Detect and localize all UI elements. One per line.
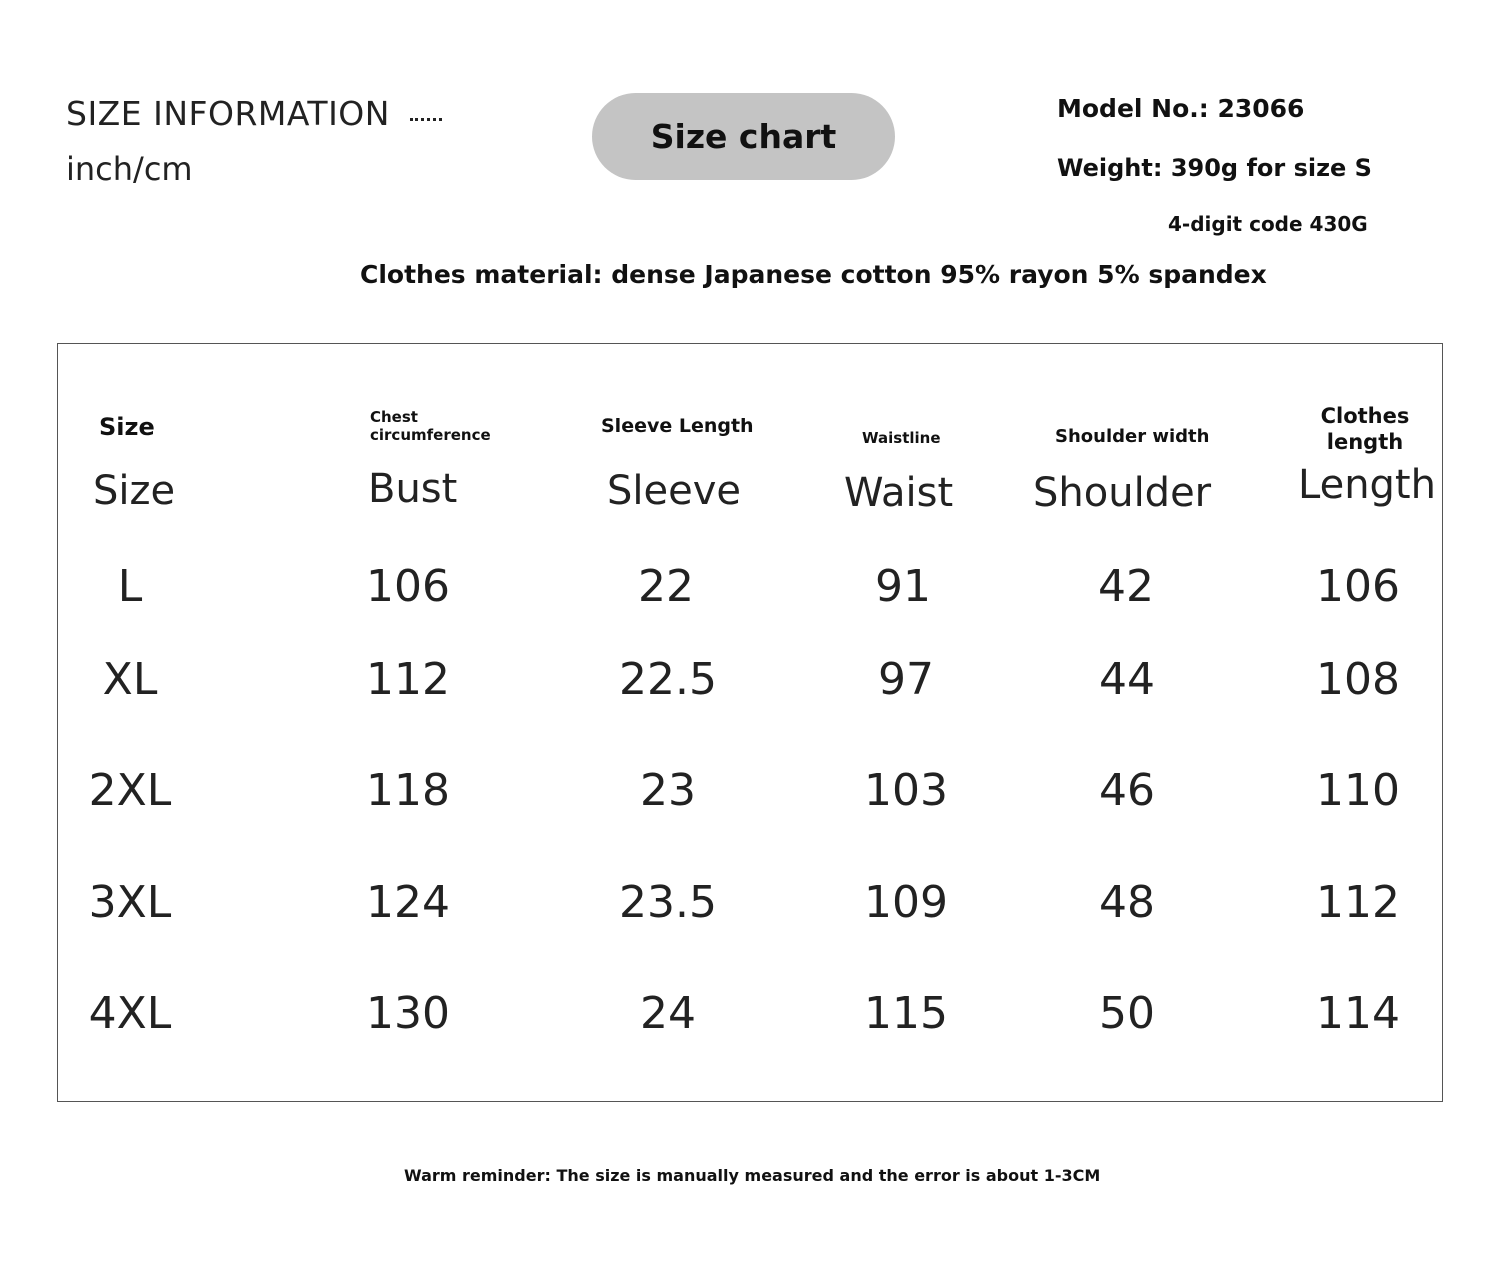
column-header-size-small: Size — [99, 413, 155, 441]
size-chart-label: Size chart — [650, 117, 837, 156]
table-cell-size: 3XL — [88, 877, 172, 928]
table-cell-waist: 115 — [864, 988, 948, 1039]
unit-label: inch/cm — [66, 150, 193, 188]
size-information-title — [66, 94, 442, 133]
table-cell-sleeve: 22 — [638, 561, 694, 612]
column-header-waist-large: Waist — [844, 470, 954, 516]
table-cell-sleeve: 22.5 — [619, 654, 717, 705]
column-header-shoulder-small: Shoulder width — [1055, 426, 1210, 447]
table-cell-sleeve: 24 — [640, 988, 696, 1039]
column-header-bust-small: Chest circumference — [370, 408, 491, 444]
size-chart-badge — [592, 93, 895, 180]
table-cell-bust: 118 — [366, 765, 450, 816]
table-cell-waist: 97 — [878, 654, 934, 705]
model-number: Model No.: 23066 — [1057, 94, 1305, 123]
table-cell-bust: 106 — [366, 561, 450, 612]
table-cell-size: XL — [102, 654, 158, 705]
table-cell-shoulder: 42 — [1098, 561, 1154, 612]
column-header-size-large: Size — [93, 468, 176, 514]
warm-reminder: Warm reminder: The size is manually measured and the error is about 1-3CM — [404, 1166, 1101, 1185]
table-cell-shoulder: 46 — [1099, 765, 1155, 816]
table-cell-bust: 112 — [366, 654, 450, 705]
table-cell-sleeve: 23.5 — [619, 877, 717, 928]
column-header-length-large: Length — [1298, 462, 1436, 508]
table-cell-size: L — [117, 561, 143, 612]
table-cell-size: 4XL — [88, 988, 172, 1039]
column-header-shoulder-large: Shoulder — [1033, 470, 1212, 516]
table-cell-bust: 130 — [366, 988, 450, 1039]
weight-info: Weight: 390g for size S — [1057, 154, 1372, 182]
table-cell-waist: 103 — [864, 765, 948, 816]
table-cell-shoulder: 44 — [1099, 654, 1155, 705]
table-cell-waist: 109 — [864, 877, 948, 928]
material-info: Clothes material: dense Japanese cotton 95% rayon 5% spandex — [360, 260, 1267, 289]
column-header-waist-small: Waistline — [862, 429, 941, 447]
size-information-label: SIZE INFORMATION — [66, 94, 390, 133]
table-cell-length: 108 — [1316, 654, 1400, 705]
column-header-bust-large: Bust — [368, 466, 458, 512]
table-cell-length: 112 — [1316, 877, 1400, 928]
table-cell-sleeve: 23 — [640, 765, 696, 816]
column-header-sleeve-large: Sleeve — [607, 468, 742, 514]
dash-decoration — [410, 118, 442, 121]
table-cell-waist: 91 — [875, 561, 931, 612]
table-cell-shoulder: 48 — [1099, 877, 1155, 928]
column-header-sleeve-small: Sleeve Length — [601, 415, 754, 437]
table-cell-shoulder: 50 — [1099, 988, 1155, 1039]
table-cell-size: 2XL — [88, 765, 172, 816]
table-cell-length: 110 — [1316, 765, 1400, 816]
table-cell-length: 106 — [1316, 561, 1400, 612]
table-cell-length: 114 — [1316, 988, 1400, 1039]
product-code: 4-digit code 430G — [1168, 212, 1368, 236]
table-cell-bust: 124 — [366, 877, 450, 928]
column-header-length-small: Clothes length — [1320, 404, 1410, 454]
